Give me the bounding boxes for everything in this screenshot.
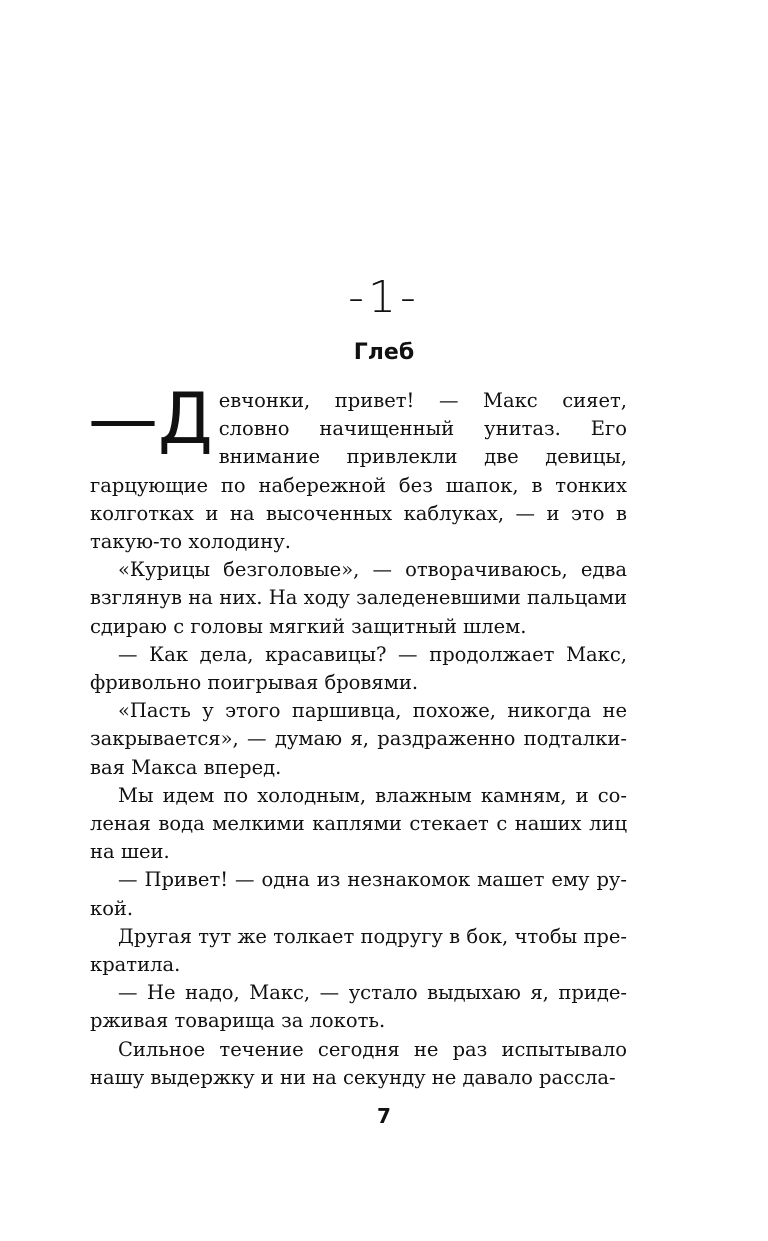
chapter-title: Глеб — [353, 340, 415, 365]
paragraph: — Как дела, красавицы? — продолжает Макс, фривольно поигрывая бровями. — [90, 642, 627, 695]
paragraph: — Привет! — одна из незнакомок машет ему рукой. — [90, 868, 627, 920]
paragraph: Другая тут же толкает подругу в бок, чтобы прекратила. — [90, 924, 627, 977]
chapter-number: -1- — [348, 272, 420, 323]
paragraph: Сильное течение сегодня не раз испытывало нашу выдержку и ни на секунду не давало рассла- — [90, 1037, 627, 1089]
body-text — [88, 378, 627, 1092]
paragraph: «Курицы безголовые», — отворачиваюсь, едва взглянув на них. На ходу заледеневшими пальцами сдираю с головы мягкий защитный шлем. — [90, 558, 627, 638]
drop-cap: —Д — [88, 378, 213, 460]
paragraph — [88, 378, 627, 556]
paragraph: «Пасть у этого паршивца, похоже, никогда не закрывается», — думаю я, раздраженно подталкивая Макса вперед. — [90, 699, 627, 779]
paragraph: Мы идем по холодным, влажным камням, и соленая вода мелкими каплями стекает с наших лиц на шеи. — [90, 783, 627, 864]
paragraph: — Не надо, Макс, — устало выдыхаю я, придерживая товарища за локоть. — [90, 981, 627, 1033]
paragraph-text: евчонки, привет! — Макс сияет, словно начищенный унитаз. Его внимание привлекли две девицы, гарцующие по набережной без шапок, в тонких колготках и на высоченных каблуках, — и это в такую-то холодину. — [90, 389, 627, 554]
page-number: 7 — [377, 1104, 391, 1128]
